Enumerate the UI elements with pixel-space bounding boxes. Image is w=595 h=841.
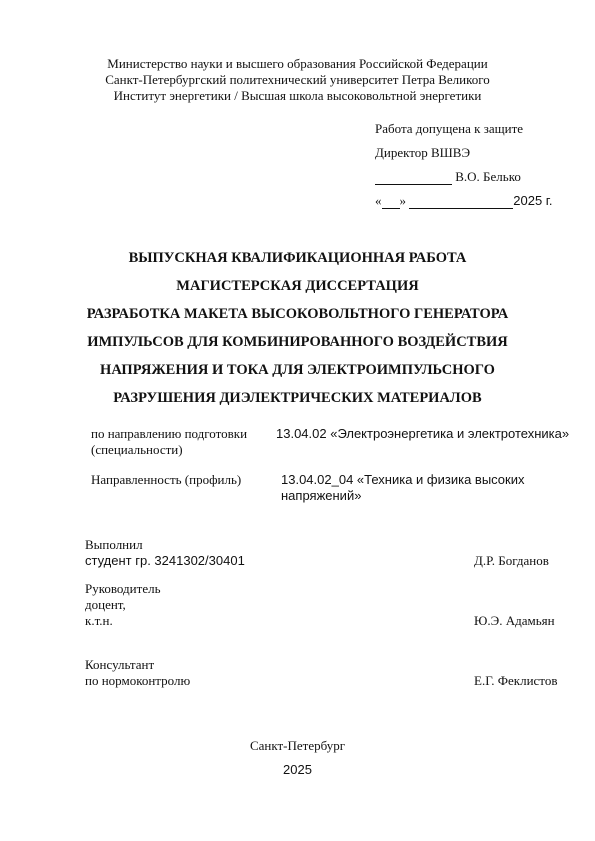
- work-type: ВЫПУСКНАЯ КВАЛИФИКАЦИОННАЯ РАБОТА: [128, 250, 467, 266]
- topic-line: ИМПУЛЬСОВ ДЛЯ КОМБИНИРОВАННОГО ВОЗДЕЙСТВИЯ: [87, 334, 508, 350]
- consultant-role: [85, 657, 190, 689]
- footer-year: 2025: [283, 762, 312, 777]
- supervisor-role-line: Руководитель: [85, 581, 161, 596]
- approval-admitted: Работа допущена к защите: [375, 121, 524, 136]
- approval-director: Директор ВШВЭ: [375, 145, 471, 160]
- institute-line: Институт энергетики / Высшая школа высоковольтной энергетики: [113, 88, 482, 103]
- signature-blank: [375, 172, 452, 185]
- approval-signature-line: [375, 169, 585, 193]
- author-role-line: Выполнил: [85, 537, 143, 552]
- topic-line: РАЗРУШЕНИЯ ДИЭЛЕКТРИЧЕСКИХ МАТЕРИАЛОВ: [113, 390, 482, 406]
- author-group: студент гр. 3241302/30401: [85, 553, 245, 568]
- month-blank: [409, 196, 513, 209]
- title-block: [0, 248, 595, 416]
- author-name: Д.Р. Богданов: [474, 553, 549, 568]
- approval-block: [375, 121, 585, 217]
- topic-line: РАЗРАБОТКА МАКЕТА ВЫСОКОВОЛЬТНОГО ГЕНЕРАТОРА: [86, 306, 509, 322]
- direction-value: [276, 426, 569, 442]
- profile-label: Направленность (профиль): [91, 472, 242, 487]
- topic-line: НАПРЯЖЕНИЯ И ТОКА ДЛЯ ЭЛЕКТРОИМПУЛЬСНОГО: [100, 362, 495, 378]
- work-subtype: МАГИСТЕРСКАЯ ДИССЕРТАЦИЯ: [176, 278, 419, 294]
- supervisor-name: Ю.Э. Адамьян: [474, 613, 555, 628]
- author-role: [85, 537, 245, 569]
- supervisor-role-line: доцент,: [85, 597, 126, 612]
- profile-value-line: напряжений»: [281, 488, 362, 503]
- direction-label-line: (специальности): [91, 442, 183, 457]
- consultant-name: Е.Г. Феклистов: [474, 673, 558, 688]
- quote-close: »: [399, 193, 406, 208]
- organization-header: [0, 56, 595, 104]
- approval-year: 2025 г.: [513, 193, 553, 208]
- direction-value-text: 13.04.02 «Электроэнергетика и электротехника»: [276, 426, 570, 441]
- supervisor-role-line: к.т.н.: [85, 613, 113, 628]
- footer-city: Санкт-Петербург: [249, 738, 346, 753]
- quote-open: «: [375, 193, 382, 208]
- university-line: Санкт-Петербургский политехнический университет Петра Великого: [105, 72, 490, 87]
- direction-label: [91, 426, 247, 458]
- consultant-role-line: по нормоконтролю: [85, 673, 191, 688]
- approval-signer: В.О. Белько: [455, 169, 521, 184]
- day-blank: [382, 196, 400, 209]
- approval-date-line: [375, 193, 585, 217]
- consultant-role-line: Консультант: [85, 657, 155, 672]
- profile-value-line: 13.04.02_04 «Техника и физика высоких: [281, 472, 525, 487]
- profile-value: [281, 472, 525, 504]
- direction-label-line: по направлению подготовки: [91, 426, 248, 441]
- supervisor-role: [85, 581, 161, 629]
- ministry-line: Министерство науки и высшего образования Российской Федерации: [107, 56, 488, 71]
